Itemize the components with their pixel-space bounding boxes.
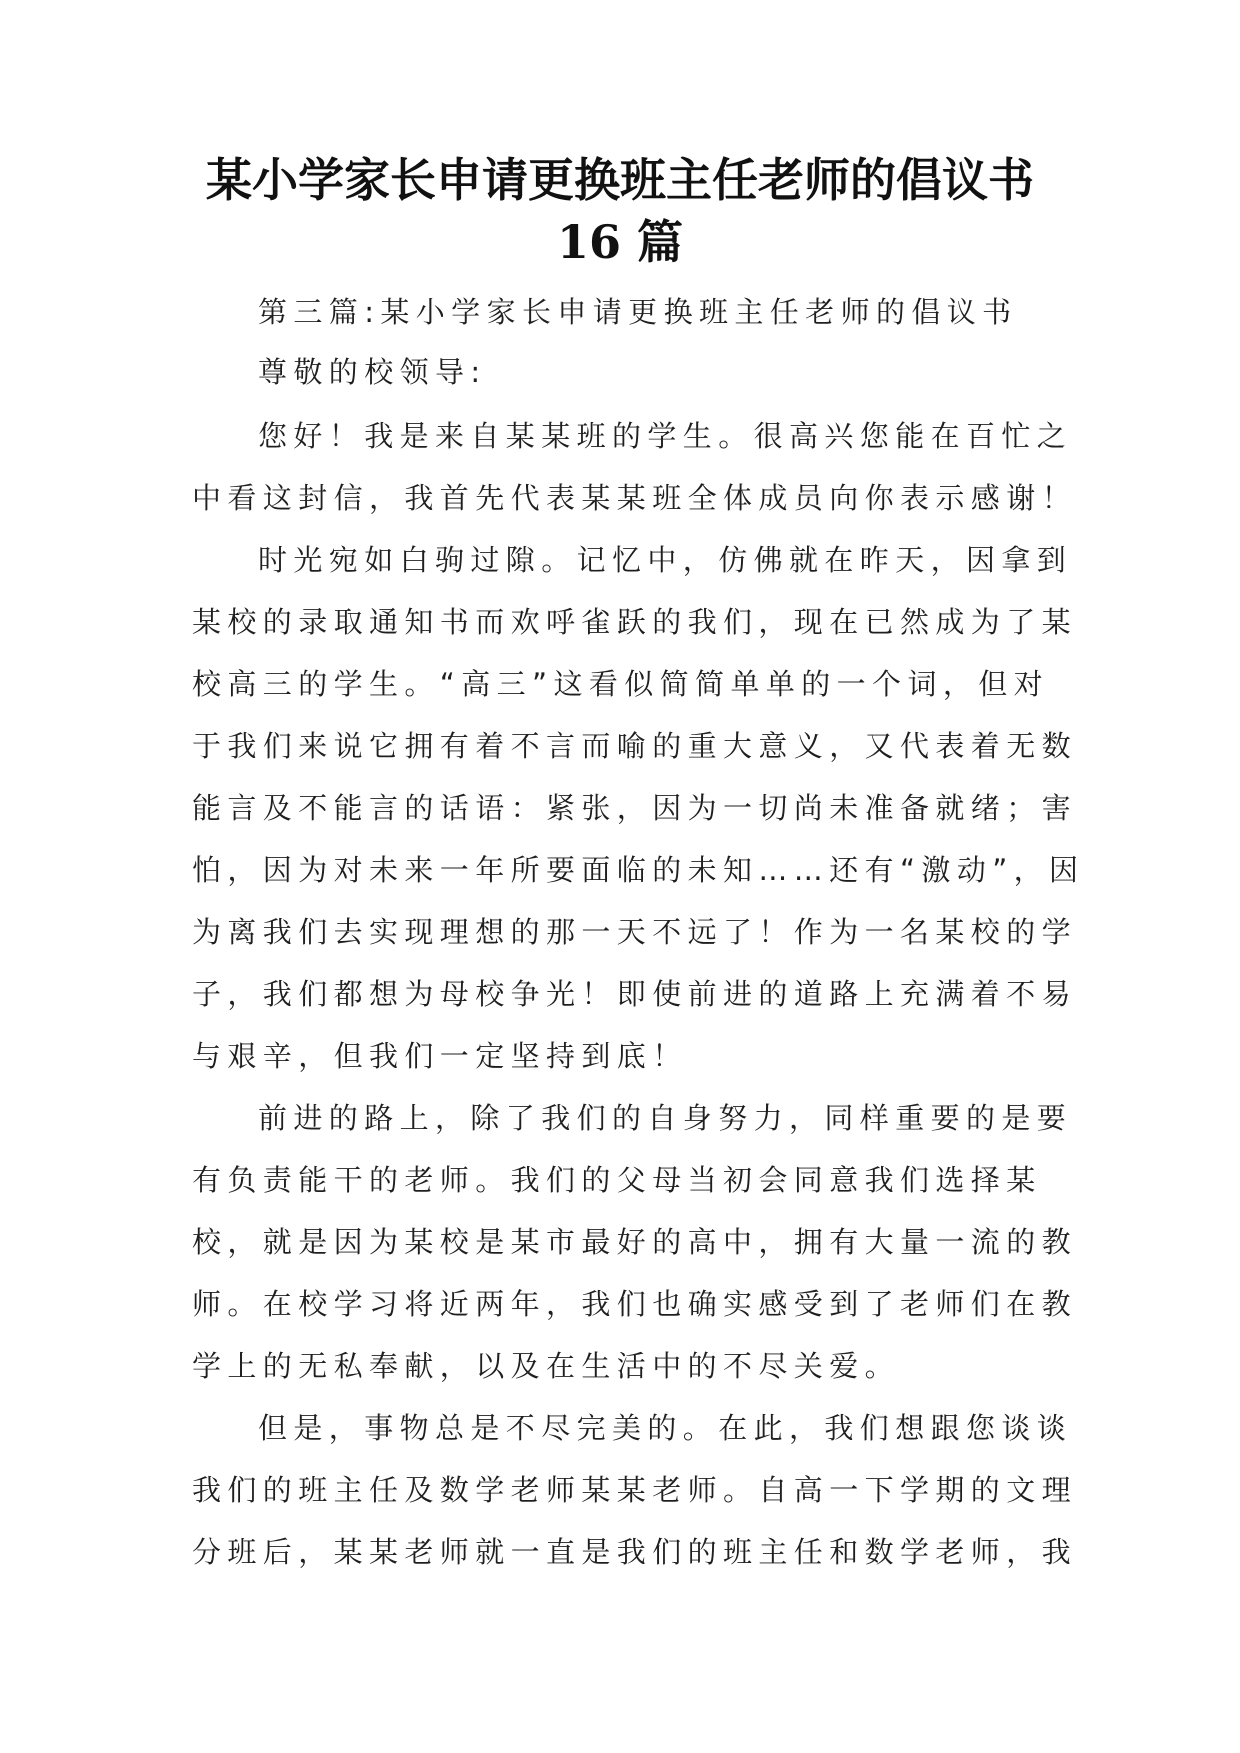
body-line: 分班后，某某老师就一直是我们的班主任和数学老师，我 — [192, 1535, 1078, 1569]
body-line: 为离我们去实现理想的那一天不远了！作为一名某校的学 — [192, 915, 1078, 949]
body-line: 校高三的学生。“高三”这看似简简单单的一个词，但对 — [192, 667, 1050, 701]
body-line: 与艰辛，但我们一定坚持到底！ — [192, 1039, 688, 1073]
body-line: 怕，因为对未来一年所要面临的未知……还有“激动”，因 — [192, 853, 1085, 887]
body-line: 子，我们都想为母校争光！即使前进的道路上充满着不易 — [192, 977, 1078, 1011]
body-line: 某校的录取通知书而欢呼雀跃的我们，现在已然成为了某 — [192, 605, 1078, 639]
document-title-line-1: 某小学家长申请更换班主任老师的倡议书 — [206, 153, 1034, 207]
document-title-line-2: 16 篇 — [556, 215, 684, 269]
body-line: 但是，事物总是不尽完美的。在此，我们想跟您谈谈 — [258, 1411, 1073, 1445]
body-line: 中看这封信，我首先代表某某班全体成员向你表示感谢！ — [192, 481, 1078, 515]
body-line: 师。在校学习将近两年，我们也确实感受到了老师们在教 — [192, 1287, 1078, 1321]
body-line: 前进的路上，除了我们的自身努力，同样重要的是要 — [258, 1101, 1073, 1135]
body-line: 于我们来说它拥有着不言而喻的重大意义，又代表着无数 — [192, 729, 1078, 763]
body-line: 尊敬的校领导: — [258, 355, 487, 389]
body-line: 第三篇:某小学家长申请更换班主任老师的倡议书 — [258, 295, 1018, 329]
body-line: 校，就是因为某校是某市最好的高中，拥有大量一流的教 — [192, 1225, 1078, 1259]
body-line: 有负责能干的老师。我们的父母当初会同意我们选择某 — [192, 1163, 1042, 1197]
body-line: 我们的班主任及数学老师某某老师。自高一下学期的文理 — [192, 1473, 1078, 1507]
body-line: 时光宛如白驹过隙。记忆中，仿佛就在昨天，因拿到 — [258, 543, 1073, 577]
body-line: 能言及不能言的话语：紧张，因为一切尚未准备就绪；害 — [192, 791, 1078, 825]
body-line: 您好！我是来自某某班的学生。很高兴您能在百忙之 — [258, 419, 1073, 453]
body-line: 学上的无私奉献，以及在生活中的不尽关爱。 — [192, 1349, 901, 1383]
